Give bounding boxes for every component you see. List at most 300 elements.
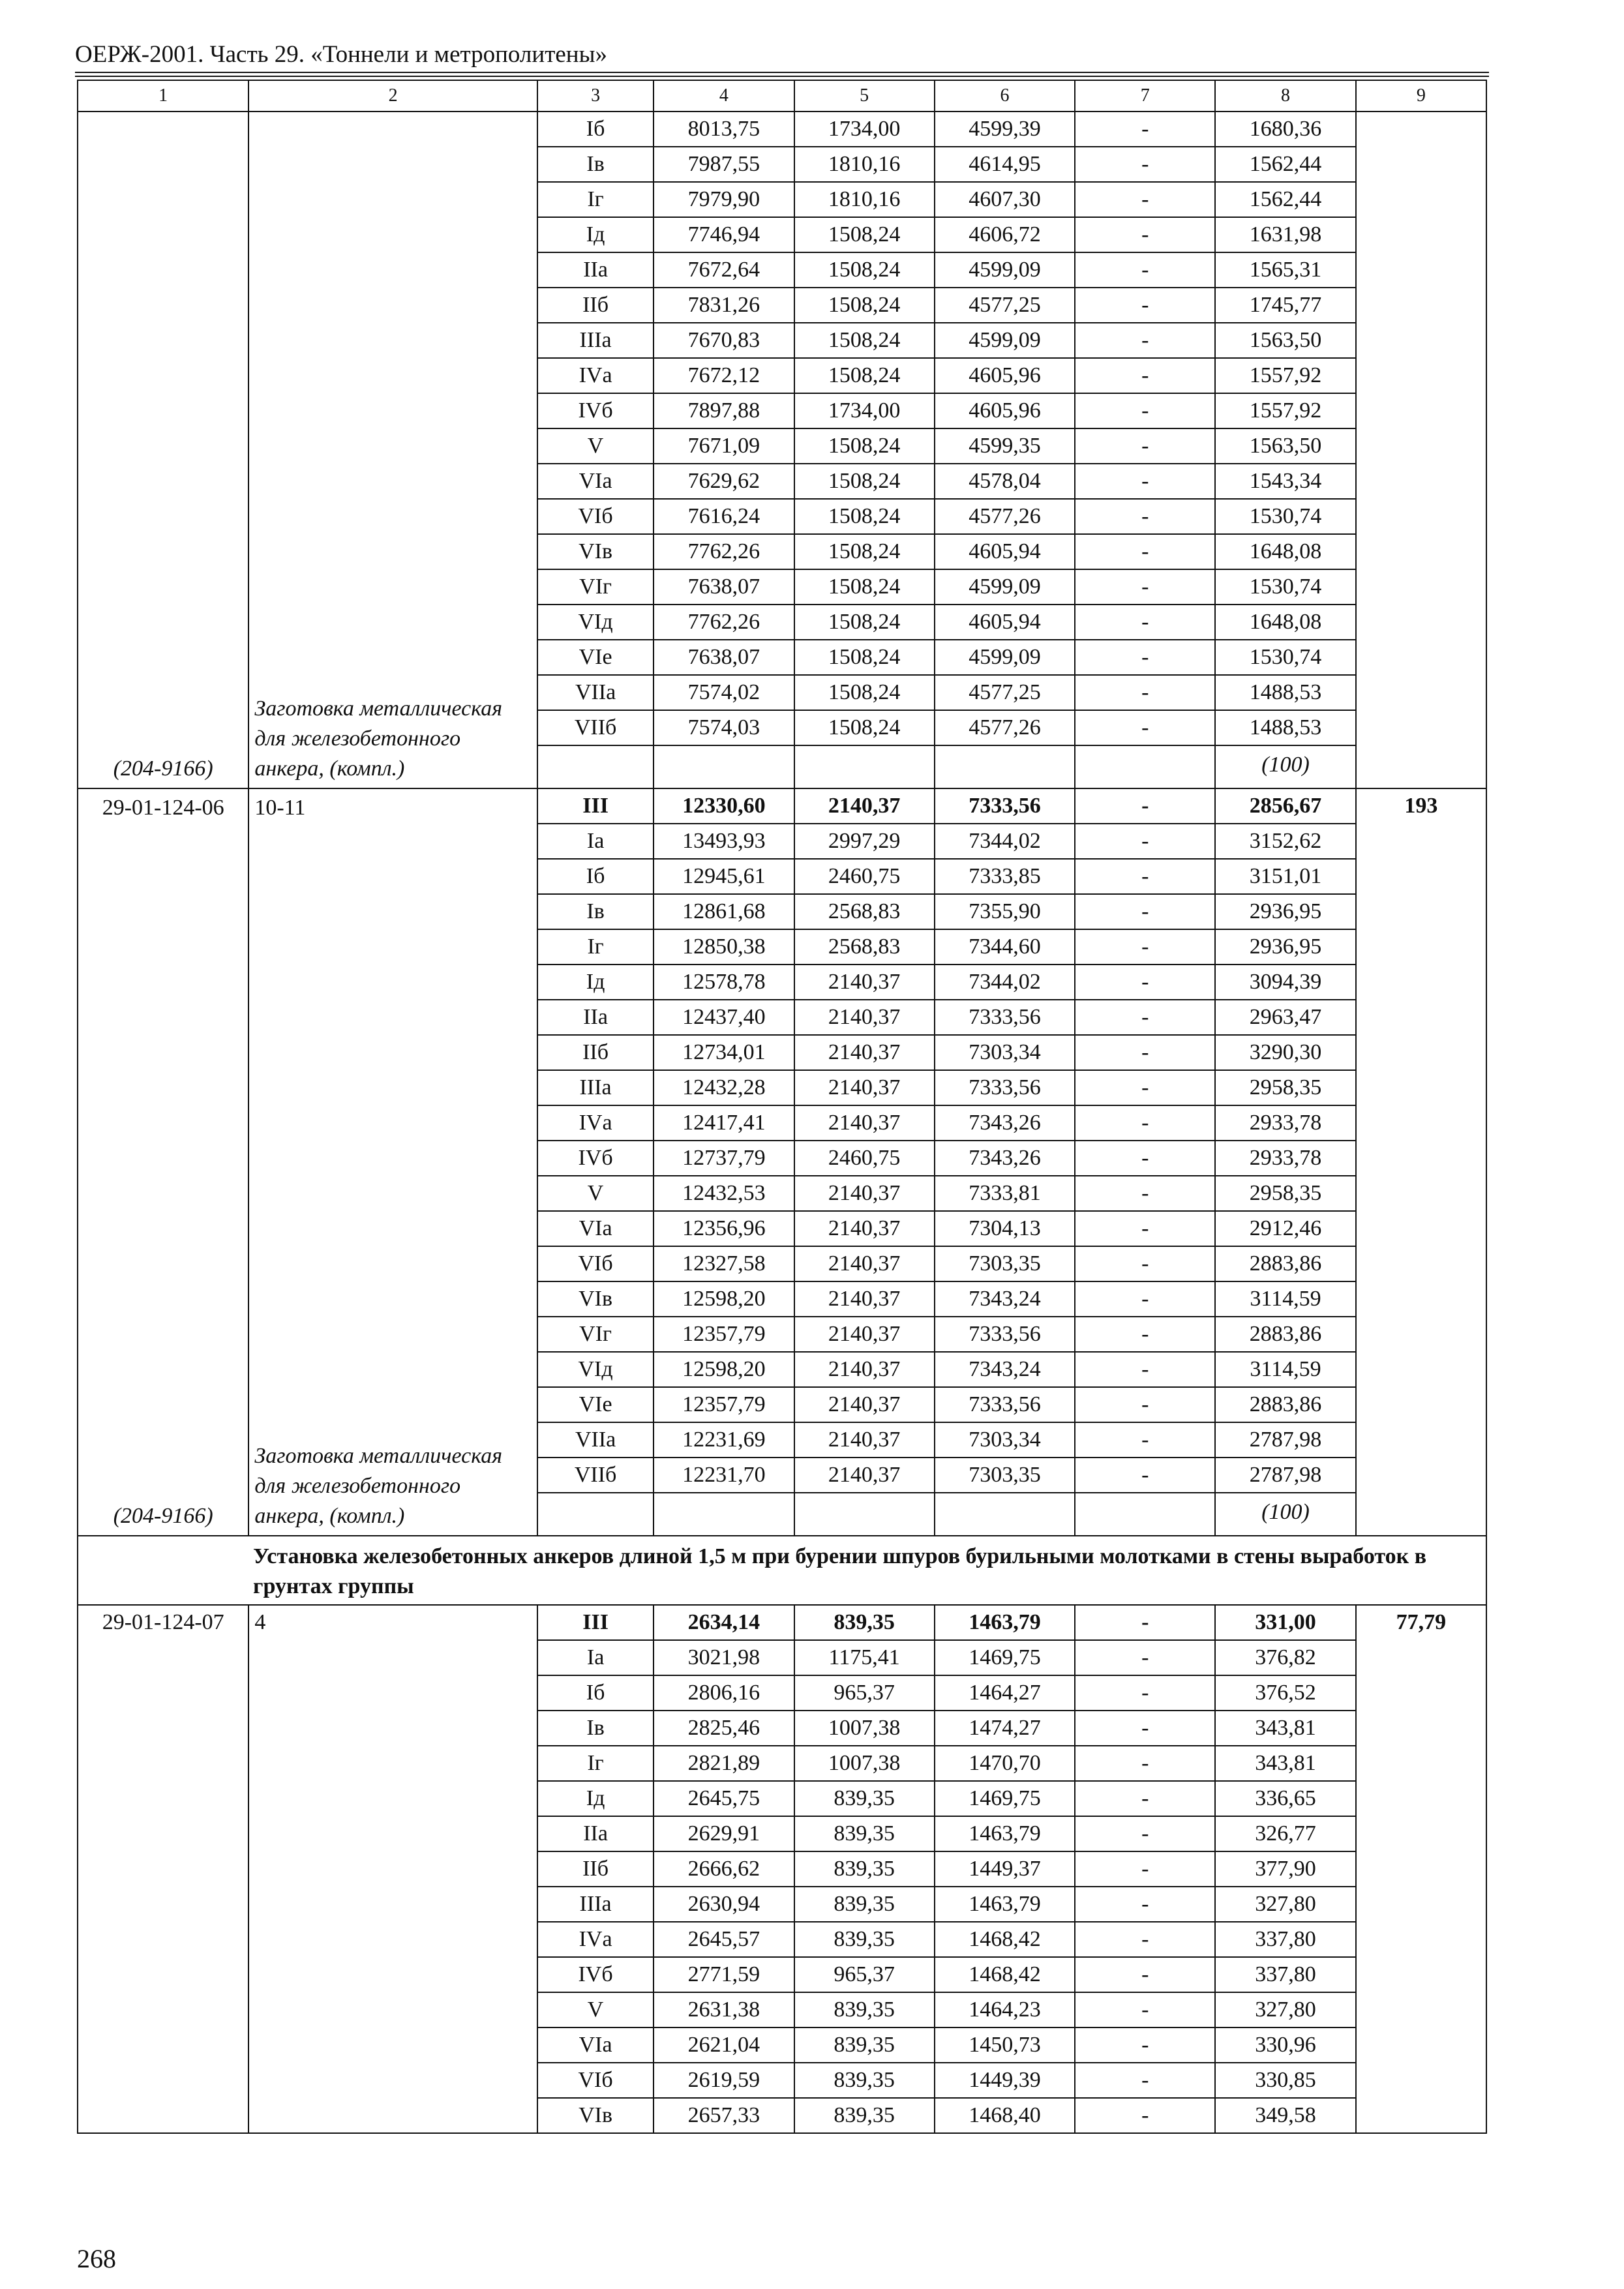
- machines-cell: 1464,27: [935, 1675, 1075, 1711]
- wages-cell: 1508,24: [794, 323, 935, 358]
- ground-group-cell: Iв: [537, 894, 654, 929]
- driver-wages-cell: -: [1075, 1176, 1215, 1211]
- resource-code: (204-9166): [113, 1504, 213, 1528]
- ground-group-cell: VIд: [537, 605, 654, 640]
- ground-group-cell: IIа: [537, 1816, 654, 1851]
- ground-group-cell: VIIб: [537, 710, 654, 745]
- empty-cell: [1075, 745, 1215, 788]
- total-cost-cell: 12417,41: [654, 1105, 794, 1141]
- machines-cell: 7333,56: [935, 1387, 1075, 1422]
- ground-group-cell: VIа: [537, 1211, 654, 1246]
- ground-group-cell: V: [537, 428, 654, 464]
- total-cost-cell: 13493,93: [654, 824, 794, 859]
- wages-cell: 839,35: [794, 2063, 935, 2098]
- total-cost-cell: 12598,20: [654, 1352, 794, 1387]
- materials-cell: 1557,92: [1215, 393, 1355, 428]
- total-cost-cell: 7762,26: [654, 605, 794, 640]
- materials-cell: 331,00: [1215, 1605, 1355, 1640]
- table-row-main: [78, 788, 1486, 824]
- col9-cell: 193: [1356, 788, 1486, 1536]
- machines-cell: 1468,42: [935, 1922, 1075, 1957]
- driver-wages-cell: -: [1075, 1070, 1215, 1105]
- driver-wages-cell: -: [1075, 1605, 1215, 1640]
- total-cost-cell: 7574,02: [654, 675, 794, 710]
- ground-group-cell: Iд: [537, 217, 654, 252]
- total-cost-cell: 12850,38: [654, 929, 794, 965]
- materials-cell: 2963,47: [1215, 1000, 1355, 1035]
- ground-group-cell: V: [537, 1176, 654, 1211]
- wages-cell: 1508,24: [794, 534, 935, 569]
- column-number: 3: [537, 80, 654, 112]
- driver-wages-cell: -: [1075, 1387, 1215, 1422]
- wages-cell: 1508,24: [794, 288, 935, 323]
- ground-group-cell: VIе: [537, 1387, 654, 1422]
- driver-wages-cell: -: [1075, 1851, 1215, 1887]
- wages-cell: 1508,24: [794, 499, 935, 534]
- materials-cell: 3114,59: [1215, 1352, 1355, 1387]
- total-cost-cell: 12356,96: [654, 1211, 794, 1246]
- total-cost-cell: 12330,60: [654, 788, 794, 824]
- materials-cell: 1631,98: [1215, 217, 1355, 252]
- rate-name: 10-11: [254, 796, 306, 820]
- machines-cell: 4599,09: [935, 323, 1075, 358]
- machines-cell: 7333,81: [935, 1176, 1075, 1211]
- name-cell: [248, 112, 537, 788]
- total-cost-cell: 12231,69: [654, 1422, 794, 1458]
- ground-group-cell: Iа: [537, 1640, 654, 1675]
- materials-cell: 343,81: [1215, 1711, 1355, 1746]
- ground-group-cell: VIв: [537, 1281, 654, 1317]
- total-cost-cell: 12432,28: [654, 1070, 794, 1105]
- wages-cell: 839,35: [794, 1851, 935, 1887]
- driver-wages-cell: -: [1075, 1000, 1215, 1035]
- materials-cell: 3151,01: [1215, 859, 1355, 894]
- empty-cell: [935, 745, 1075, 788]
- total-cost-cell: 2645,57: [654, 1922, 794, 1957]
- materials-cell: 2936,95: [1215, 929, 1355, 965]
- driver-wages-cell: -: [1075, 1675, 1215, 1711]
- ground-group-cell: Iг: [537, 182, 654, 217]
- machines-cell: 1470,70: [935, 1746, 1075, 1781]
- materials-cell: 1530,74: [1215, 499, 1355, 534]
- wages-cell: 839,35: [794, 2027, 935, 2063]
- ground-group-cell: IVб: [537, 1141, 654, 1176]
- ground-group-cell: IIIа: [537, 323, 654, 358]
- driver-wages-cell: -: [1075, 2027, 1215, 2063]
- driver-wages-cell: -: [1075, 1105, 1215, 1141]
- total-cost-cell: 2631,38: [654, 1992, 794, 2027]
- total-cost-cell: 2630,94: [654, 1887, 794, 1922]
- header-rule: [75, 72, 1489, 73]
- wages-cell: 2140,37: [794, 965, 935, 1000]
- total-cost-cell: 12357,79: [654, 1387, 794, 1422]
- ground-group-cell: IVа: [537, 1922, 654, 1957]
- code-cell: [78, 788, 248, 1536]
- wages-cell: 1810,16: [794, 147, 935, 182]
- wages-cell: 1007,38: [794, 1711, 935, 1746]
- ground-group-cell: Iб: [537, 859, 654, 894]
- total-cost-cell: 2621,04: [654, 2027, 794, 2063]
- machines-cell: 4599,39: [935, 112, 1075, 147]
- empty-cell: [794, 745, 935, 788]
- materials-cell: 327,80: [1215, 1992, 1355, 2027]
- machines-cell: 1468,40: [935, 2098, 1075, 2133]
- ground-group-cell: IIб: [537, 1035, 654, 1070]
- total-cost-cell: 12437,40: [654, 1000, 794, 1035]
- column-number: 1: [78, 80, 248, 112]
- materials-cell: 330,85: [1215, 2063, 1355, 2098]
- resource-name: Заготовка металлическая для железобетонного анкера, (компл.): [254, 696, 503, 781]
- driver-wages-cell: -: [1075, 252, 1215, 288]
- driver-wages-cell: -: [1075, 1211, 1215, 1246]
- total-cost-cell: 7616,24: [654, 499, 794, 534]
- resource-qty-text: (100): [1261, 753, 1310, 777]
- ground-group-cell: III: [537, 788, 654, 824]
- driver-wages-cell: -: [1075, 2063, 1215, 2098]
- wages-cell: 839,35: [794, 1992, 935, 2027]
- materials-cell: 2883,86: [1215, 1317, 1355, 1352]
- total-cost-cell: 12737,79: [654, 1141, 794, 1176]
- section-title: Установка железобетонных анкеров длиной 1,5 м при бурении шпуров бурильными молотками в стены выработок в грунтах группы: [78, 1536, 1486, 1605]
- driver-wages-cell: -: [1075, 788, 1215, 824]
- driver-wages-cell: -: [1075, 859, 1215, 894]
- wages-cell: 839,35: [794, 1816, 935, 1851]
- machines-cell: 1469,75: [935, 1781, 1075, 1816]
- wages-cell: 1508,24: [794, 569, 935, 605]
- total-cost-cell: 7629,62: [654, 464, 794, 499]
- driver-wages-cell: -: [1075, 1317, 1215, 1352]
- code-cell-content: [83, 116, 243, 784]
- driver-wages-cell: -: [1075, 894, 1215, 929]
- resource-code: (204-9166): [113, 756, 213, 781]
- wages-cell: 1508,24: [794, 605, 935, 640]
- materials-cell: 3152,62: [1215, 824, 1355, 859]
- code-cell: [78, 112, 248, 788]
- machines-cell: 1469,75: [935, 1640, 1075, 1675]
- ground-group-cell: IVб: [537, 1957, 654, 1992]
- materials-cell: 3114,59: [1215, 1281, 1355, 1317]
- materials-cell: 1745,77: [1215, 288, 1355, 323]
- ground-group-cell: VIIб: [537, 1458, 654, 1493]
- rate-code: 29-01-124-06: [102, 796, 224, 820]
- materials-cell: 2883,86: [1215, 1246, 1355, 1281]
- name-cell: [248, 788, 537, 1536]
- machines-cell: 1449,37: [935, 1851, 1075, 1887]
- total-cost-cell: 12432,53: [654, 1176, 794, 1211]
- machines-cell: 1463,79: [935, 1605, 1075, 1640]
- driver-wages-cell: -: [1075, 464, 1215, 499]
- materials-cell: 343,81: [1215, 1746, 1355, 1781]
- total-cost-cell: 7671,09: [654, 428, 794, 464]
- table-row: [78, 112, 1486, 147]
- empty-cell: [537, 1493, 654, 1536]
- ground-group-cell: VIб: [537, 2063, 654, 2098]
- driver-wages-cell: -: [1075, 358, 1215, 393]
- driver-wages-cell: -: [1075, 1422, 1215, 1458]
- total-cost-cell: 7672,12: [654, 358, 794, 393]
- ground-group-cell: IVа: [537, 1105, 654, 1141]
- materials-cell: 3094,39: [1215, 965, 1355, 1000]
- materials-cell: 336,65: [1215, 1781, 1355, 1816]
- driver-wages-cell: -: [1075, 393, 1215, 428]
- column-number-row: [78, 80, 1486, 112]
- driver-wages-cell: -: [1075, 1141, 1215, 1176]
- empty-cell: [935, 1493, 1075, 1536]
- ground-group-cell: IIIа: [537, 1887, 654, 1922]
- materials-cell: 1557,92: [1215, 358, 1355, 393]
- column-number: 7: [1075, 80, 1215, 112]
- driver-wages-cell: -: [1075, 1957, 1215, 1992]
- col9-cell: 77,79: [1356, 1605, 1486, 2133]
- empty-cell: [794, 1493, 935, 1536]
- driver-wages-cell: -: [1075, 1992, 1215, 2027]
- wages-cell: 1508,24: [794, 252, 935, 288]
- driver-wages-cell: -: [1075, 182, 1215, 217]
- wages-cell: 1508,24: [794, 428, 935, 464]
- total-cost-cell: 7897,88: [654, 393, 794, 428]
- materials-cell: 1648,08: [1215, 534, 1355, 569]
- wages-cell: 1508,24: [794, 358, 935, 393]
- total-cost-cell: 7979,90: [654, 182, 794, 217]
- driver-wages-cell: -: [1075, 605, 1215, 640]
- total-cost-cell: 2771,59: [654, 1957, 794, 1992]
- driver-wages-cell: -: [1075, 1281, 1215, 1317]
- machines-cell: 4605,96: [935, 393, 1075, 428]
- wages-cell: 1508,24: [794, 710, 935, 745]
- table-row-main: [78, 1605, 1486, 1640]
- wages-cell: 965,37: [794, 1957, 935, 1992]
- machines-cell: 7333,56: [935, 1070, 1075, 1105]
- total-cost-cell: 2629,91: [654, 1816, 794, 1851]
- wages-cell: 839,35: [794, 1605, 935, 1640]
- col9-cell: [1356, 112, 1486, 788]
- ground-group-cell: VIе: [537, 640, 654, 675]
- driver-wages-cell: -: [1075, 217, 1215, 252]
- resource-qty: [1215, 1493, 1355, 1536]
- machines-cell: 7343,24: [935, 1352, 1075, 1387]
- total-cost-cell: 12945,61: [654, 859, 794, 894]
- ground-group-cell: VIг: [537, 569, 654, 605]
- column-number: 4: [654, 80, 794, 112]
- driver-wages-cell: -: [1075, 640, 1215, 675]
- wages-cell: 2140,37: [794, 1281, 935, 1317]
- driver-wages-cell: -: [1075, 1922, 1215, 1957]
- wages-cell: 839,35: [794, 1887, 935, 1922]
- materials-cell: 376,82: [1215, 1640, 1355, 1675]
- driver-wages-cell: -: [1075, 1458, 1215, 1493]
- total-cost-cell: 2806,16: [654, 1675, 794, 1711]
- wages-cell: 2140,37: [794, 1422, 935, 1458]
- materials-cell: 2912,46: [1215, 1211, 1355, 1246]
- ground-group-cell: VIа: [537, 2027, 654, 2063]
- driver-wages-cell: -: [1075, 1352, 1215, 1387]
- document-header-title: ОЕРЖ-2001. Часть 29. «Тоннели и метрополитены»: [75, 41, 607, 68]
- total-cost-cell: 7574,03: [654, 710, 794, 745]
- driver-wages-cell: -: [1075, 1746, 1215, 1781]
- wages-cell: 1508,24: [794, 217, 935, 252]
- total-cost-cell: 8013,75: [654, 112, 794, 147]
- materials-cell: 349,58: [1215, 2098, 1355, 2133]
- section-title-row: [78, 1536, 1486, 1605]
- wages-cell: 2568,83: [794, 894, 935, 929]
- driver-wages-cell: -: [1075, 675, 1215, 710]
- machines-cell: 1464,23: [935, 1992, 1075, 2027]
- machines-cell: 7344,02: [935, 965, 1075, 1000]
- materials-cell: 1680,36: [1215, 112, 1355, 147]
- wages-cell: 2140,37: [794, 1176, 935, 1211]
- wages-cell: 2140,37: [794, 1211, 935, 1246]
- wages-cell: 1734,00: [794, 112, 935, 147]
- total-cost-cell: 12861,68: [654, 894, 794, 929]
- materials-cell: 2787,98: [1215, 1458, 1355, 1493]
- resource-qty: [1215, 745, 1355, 788]
- total-cost-cell: 7746,94: [654, 217, 794, 252]
- wages-cell: 1508,24: [794, 640, 935, 675]
- materials-cell: 2958,35: [1215, 1070, 1355, 1105]
- empty-cell: [537, 745, 654, 788]
- wages-cell: 2568,83: [794, 929, 935, 965]
- ground-group-cell: IVа: [537, 358, 654, 393]
- materials-cell: 326,77: [1215, 1816, 1355, 1851]
- materials-cell: 377,90: [1215, 1851, 1355, 1887]
- header-rule: [75, 76, 1489, 77]
- ground-group-cell: IIа: [537, 1000, 654, 1035]
- ground-group-cell: V: [537, 1992, 654, 2027]
- driver-wages-cell: -: [1075, 1246, 1215, 1281]
- total-cost-cell: 12231,70: [654, 1458, 794, 1493]
- driver-wages-cell: -: [1075, 1711, 1215, 1746]
- driver-wages-cell: -: [1075, 288, 1215, 323]
- materials-cell: 2787,98: [1215, 1422, 1355, 1458]
- driver-wages-cell: -: [1075, 428, 1215, 464]
- wages-cell: 2997,29: [794, 824, 935, 859]
- driver-wages-cell: -: [1075, 499, 1215, 534]
- ground-group-cell: VIб: [537, 499, 654, 534]
- wages-cell: 1734,00: [794, 393, 935, 428]
- wages-cell: 1810,16: [794, 182, 935, 217]
- page-number: 268: [77, 2244, 116, 2273]
- machines-cell: 7355,90: [935, 894, 1075, 929]
- total-cost-cell: 7762,26: [654, 534, 794, 569]
- ground-group-cell: VIIа: [537, 675, 654, 710]
- name-cell-content: [254, 116, 532, 784]
- machines-cell: 4606,72: [935, 217, 1075, 252]
- wages-cell: 2140,37: [794, 1246, 935, 1281]
- machines-cell: 7333,85: [935, 859, 1075, 894]
- wages-cell: 839,35: [794, 1781, 935, 1816]
- materials-cell: 1563,50: [1215, 323, 1355, 358]
- machines-cell: 7333,56: [935, 1000, 1075, 1035]
- machines-cell: 7344,02: [935, 824, 1075, 859]
- machines-cell: 7333,56: [935, 1317, 1075, 1352]
- driver-wages-cell: -: [1075, 534, 1215, 569]
- ground-group-cell: VIIа: [537, 1422, 654, 1458]
- total-cost-cell: 3021,98: [654, 1640, 794, 1675]
- wages-cell: 965,37: [794, 1675, 935, 1711]
- total-cost-cell: 2666,62: [654, 1851, 794, 1887]
- materials-cell: 337,80: [1215, 1957, 1355, 1992]
- machines-cell: 4577,26: [935, 499, 1075, 534]
- materials-cell: 1562,44: [1215, 147, 1355, 182]
- machines-cell: 4577,26: [935, 710, 1075, 745]
- driver-wages-cell: -: [1075, 2098, 1215, 2133]
- driver-wages-cell: -: [1075, 929, 1215, 965]
- ground-group-cell: VIв: [537, 534, 654, 569]
- materials-cell: 2883,86: [1215, 1387, 1355, 1422]
- ground-group-cell: IIа: [537, 252, 654, 288]
- machines-cell: 7343,24: [935, 1281, 1075, 1317]
- code-cell-content: [83, 793, 243, 1531]
- wages-cell: 2140,37: [794, 1035, 935, 1070]
- ground-group-cell: Iг: [537, 929, 654, 965]
- driver-wages-cell: -: [1075, 147, 1215, 182]
- materials-cell: 2933,78: [1215, 1105, 1355, 1141]
- column-number: 8: [1215, 80, 1355, 112]
- wages-cell: 2460,75: [794, 859, 935, 894]
- rate-code: 29-01-124-07: [78, 1605, 248, 2133]
- machines-cell: 7303,35: [935, 1246, 1075, 1281]
- total-cost-cell: 7638,07: [654, 569, 794, 605]
- machines-cell: 4605,94: [935, 605, 1075, 640]
- empty-cell: [654, 745, 794, 788]
- machines-cell: 4599,09: [935, 569, 1075, 605]
- machines-cell: 4577,25: [935, 675, 1075, 710]
- materials-cell: 1563,50: [1215, 428, 1355, 464]
- materials-cell: 1562,44: [1215, 182, 1355, 217]
- materials-cell: 2958,35: [1215, 1176, 1355, 1211]
- materials-cell: 1543,34: [1215, 464, 1355, 499]
- driver-wages-cell: -: [1075, 1816, 1215, 1851]
- rate-name: 4: [248, 1605, 537, 2133]
- machines-cell: 7333,56: [935, 788, 1075, 824]
- ground-group-cell: Iб: [537, 112, 654, 147]
- materials-cell: 2856,67: [1215, 788, 1355, 824]
- total-cost-cell: 7672,64: [654, 252, 794, 288]
- materials-cell: 1530,74: [1215, 569, 1355, 605]
- driver-wages-cell: -: [1075, 323, 1215, 358]
- driver-wages-cell: -: [1075, 824, 1215, 859]
- driver-wages-cell: -: [1075, 112, 1215, 147]
- wages-cell: 839,35: [794, 2098, 935, 2133]
- wages-cell: 1007,38: [794, 1746, 935, 1781]
- ground-group-cell: Iд: [537, 1781, 654, 1816]
- machines-cell: 7304,13: [935, 1211, 1075, 1246]
- machines-cell: 4577,25: [935, 288, 1075, 323]
- rates-table: [77, 80, 1487, 2134]
- machines-cell: 1449,39: [935, 2063, 1075, 2098]
- driver-wages-cell: -: [1075, 1781, 1215, 1816]
- machines-cell: 1474,27: [935, 1711, 1075, 1746]
- total-cost-cell: 2825,46: [654, 1711, 794, 1746]
- materials-cell: 3290,30: [1215, 1035, 1355, 1070]
- total-cost-cell: 2657,33: [654, 2098, 794, 2133]
- ground-group-cell: VIд: [537, 1352, 654, 1387]
- total-cost-cell: 7670,83: [654, 323, 794, 358]
- wages-cell: 2140,37: [794, 1317, 935, 1352]
- materials-cell: 1488,53: [1215, 710, 1355, 745]
- driver-wages-cell: -: [1075, 1887, 1215, 1922]
- total-cost-cell: 12357,79: [654, 1317, 794, 1352]
- total-cost-cell: 12578,78: [654, 965, 794, 1000]
- machines-cell: 1468,42: [935, 1957, 1075, 1992]
- machines-cell: 7303,35: [935, 1458, 1075, 1493]
- materials-cell: 337,80: [1215, 1922, 1355, 1957]
- materials-cell: 1648,08: [1215, 605, 1355, 640]
- machines-cell: 4599,09: [935, 252, 1075, 288]
- machines-cell: 4599,09: [935, 640, 1075, 675]
- wages-cell: 2140,37: [794, 1070, 935, 1105]
- machines-cell: 4605,94: [935, 534, 1075, 569]
